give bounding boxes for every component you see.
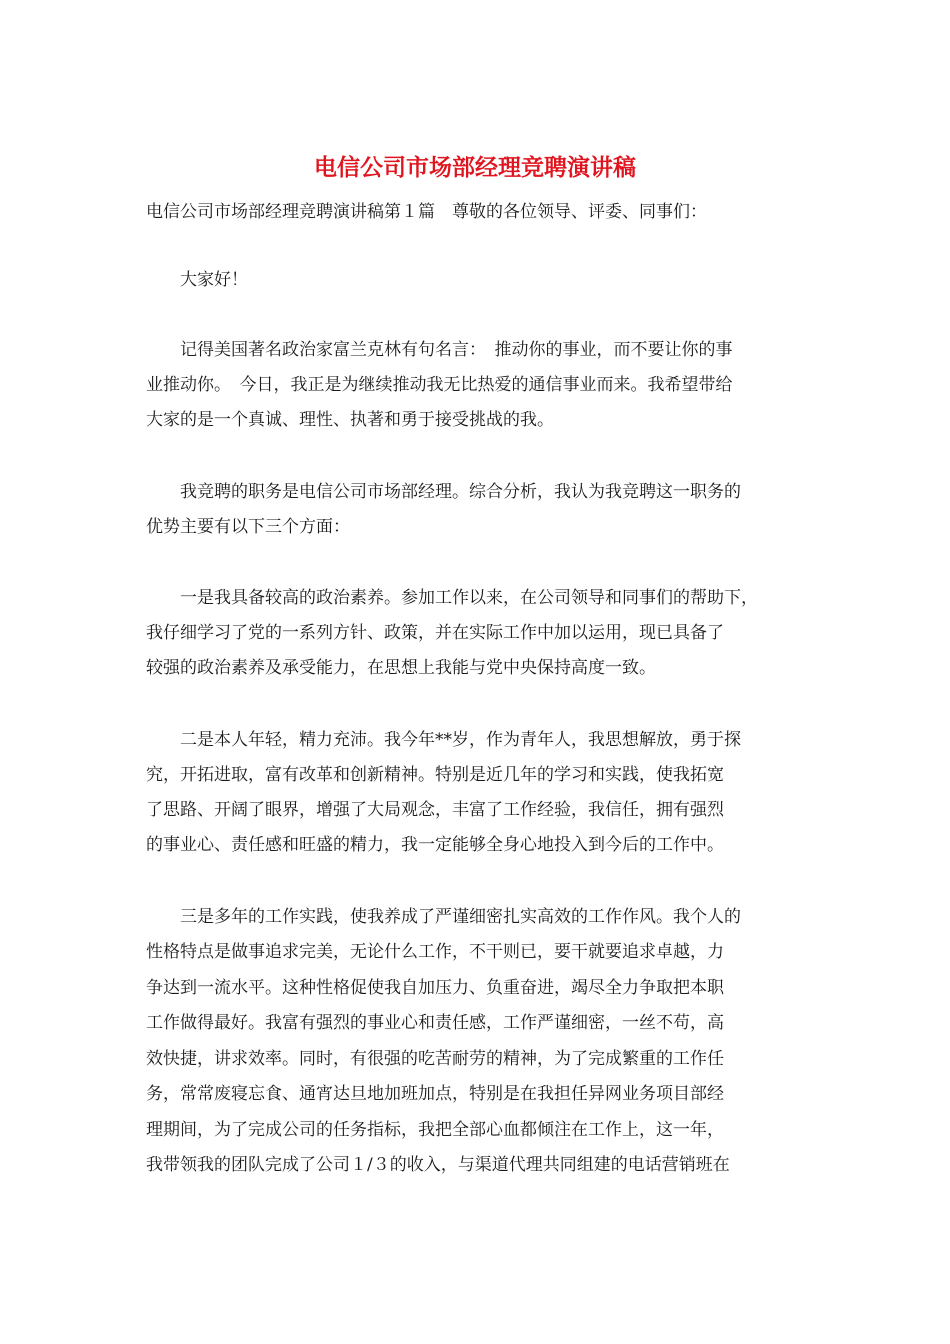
body-line: 业推动你。 今日，我正是为继续推动我无比热爱的通信事业而来。我希望带给 bbox=[146, 375, 733, 395]
body-line: 电信公司市场部经理竞聘演讲稿第１篇 尊敬的各位领导、评委、同事们： bbox=[146, 202, 707, 222]
document-title: 电信公司市场部经理竞聘演讲稿 bbox=[314, 154, 636, 181]
body-line: 争达到一流水平。这种性格促使我自加压力、负重奋进，竭尽全力争取把本职 bbox=[146, 978, 724, 998]
body-line: 大家好！ bbox=[146, 270, 248, 290]
body-line: 了思路、开阔了眼界，增强了大局观念，丰富了工作经验，我信任，拥有强烈 bbox=[146, 800, 724, 820]
body-line: 究，开拓进取，富有改革和创新精神。特别是近几年的学习和实践，使我拓宽 bbox=[146, 765, 724, 785]
body-line: 理期间，为了完成公司的任务指标，我把全部心血都倾注在工作上，这一年， bbox=[146, 1120, 724, 1140]
body-line: 我仔细学习了党的一系列方针、政策，并在实际工作中加以运用，现已具备了 bbox=[146, 623, 724, 643]
body-line: 务，常常废寝忘食、通宵达旦地加班加点，特别是在我担任异网业务项目部经 bbox=[146, 1084, 724, 1104]
body-line: 优势主要有以下三个方面： bbox=[146, 517, 350, 537]
body-line: 一是我具备较高的政治素养。参加工作以来，在公司领导和同事们的帮助下， bbox=[146, 588, 758, 608]
body-line: 我带领我的团队完成了公司１/３的收入，与渠道代理共同组建的电话营销班在 bbox=[146, 1155, 730, 1175]
body-line: 我竞聘的职务是电信公司市场部经理。综合分析，我认为我竞聘这一职务的 bbox=[146, 482, 741, 502]
body-line: 性格特点是做事追求完美，无论什么工作，不干则已，要干就要追求卓越，力 bbox=[146, 942, 724, 962]
body-line: 效快捷，讲求效率。同时，有很强的吃苦耐劳的精神，为了完成繁重的工作任 bbox=[146, 1049, 724, 1069]
body-line: 的事业心、责任感和旺盛的精力，我一定能够全身心地投入到今后的工作中。 bbox=[146, 835, 724, 855]
body-line: 三是多年的工作实践，使我养成了严谨细密扎实高效的工作作风。我个人的 bbox=[146, 907, 741, 927]
body-line: 较强的政治素养及承受能力，在思想上我能与党中央保持高度一致。 bbox=[146, 658, 656, 678]
body-line: 工作做得最好。我富有强烈的事业心和责任感，工作严谨细密，一丝不苟，高 bbox=[146, 1013, 724, 1033]
body-line: 二是本人年轻，精力充沛。我今年**岁，作为青年人，我思想解放，勇于探 bbox=[146, 730, 741, 750]
body-line: 记得美国著名政治家富兰克林有句名言： 推动你的事业，而不要让你的事 bbox=[146, 340, 733, 360]
body-line: 大家的是一个真诚、理性、执著和勇于接受挑战的我。 bbox=[146, 410, 554, 430]
